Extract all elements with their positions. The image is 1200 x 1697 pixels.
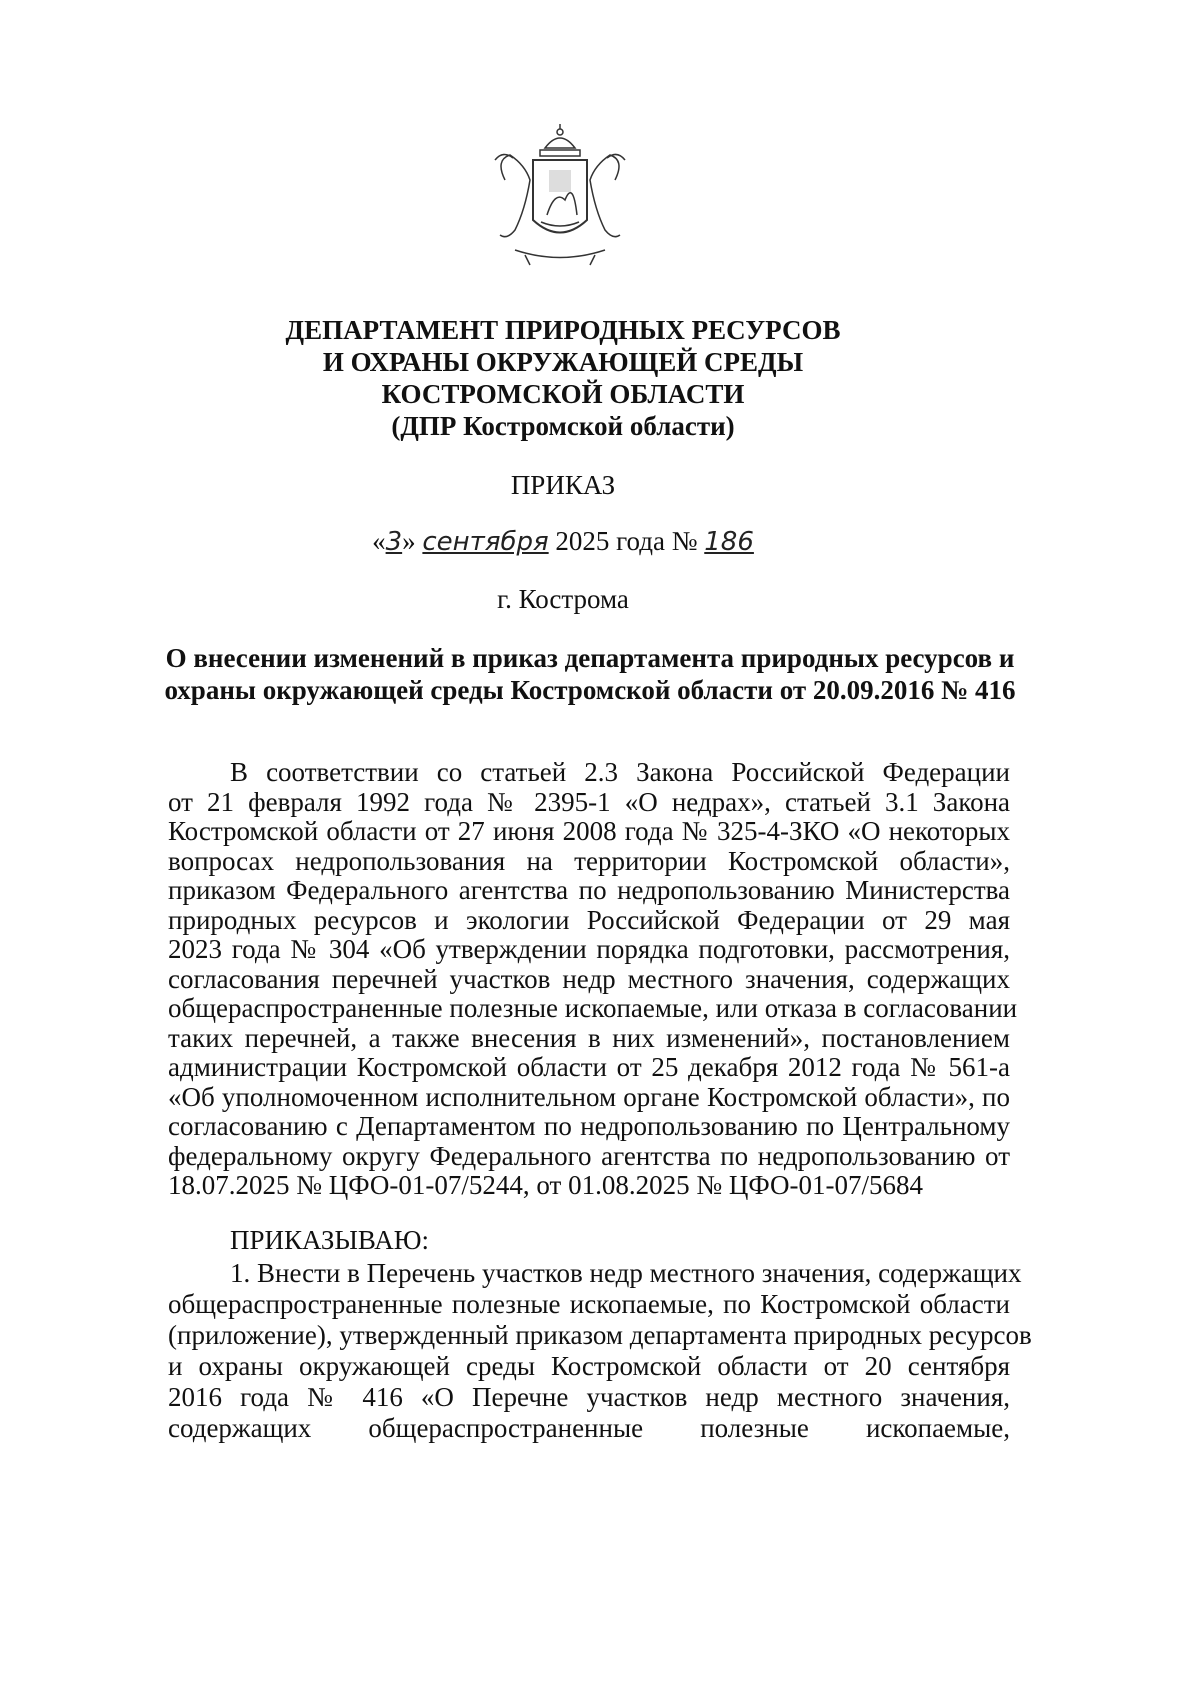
text-line: общераспространенные полезные ископаемые, или отказа в согласовании	[168, 993, 1018, 1023]
city: г. Кострома	[497, 584, 629, 614]
document-type: ПРИКАЗ	[510, 470, 616, 500]
text-line: 1. Внести в Перечень участков недр местного значения, содержащих	[230, 1258, 1022, 1288]
text-line: «Об уполномоченном исполнительном органе Костромской области», по	[168, 1081, 1010, 1112]
close-quote: »	[402, 526, 416, 556]
text-line: приказом Федерального агентства по недропользованию Министерства	[168, 875, 1010, 905]
text-line: администрации Костромской области от 25 декабря 2012 года № 561-а	[168, 1052, 1010, 1082]
header-line: ДЕПАРТАМЕНТ ПРИРОДНЫХ РЕСУРСОВ	[285, 315, 841, 345]
text-line: 2023 года № 304 «Об утверждении порядка подготовки, рассмотрения,	[168, 934, 1010, 964]
text-line: природных ресурсов и экологии Российской Федерации от 29 мая	[168, 904, 1010, 935]
text-line: вопросах недропользования на территории Костромской области»,	[168, 845, 1010, 876]
header-line: И ОХРАНЫ ОКРУЖАЮЩЕЙ СРЕДЫ	[322, 347, 804, 377]
open-quote: «	[372, 526, 386, 556]
handwritten-number: 186	[704, 527, 754, 557]
year-text: 2025 года №	[555, 526, 698, 556]
text-line: от 21 февраля 1992 года № 2395-1 «О недрах», статьей 3.1 Закона	[168, 786, 1010, 817]
text-line: общераспространенные полезные ископаемые, по Костромской области	[168, 1289, 1010, 1319]
text-line: В соответствии со статьей 2.3 Закона Российской Федерации	[230, 757, 1010, 787]
text-line: 2016 года № 416 «О Перечне участков недр местного значения,	[168, 1382, 1010, 1412]
text-line: согласованию с Департаментом по недропользованию по Центральному	[168, 1111, 1010, 1141]
text-line: федеральному округу Федерального агентства по недропользованию от	[168, 1140, 1010, 1171]
text-line: таких перечней, а также внесения в них изменений», постановлением	[168, 1022, 1010, 1053]
item-1	[168, 1258, 1032, 1444]
title-line: О внесении изменений в приказ департамента природных ресурсов и	[165, 643, 1015, 673]
handwritten-month: сентября	[422, 527, 549, 557]
header-line: (ДПР Костромской области)	[391, 411, 735, 441]
text-line: и охраны окружающей среды Костромской области от 20 сентября	[168, 1351, 1010, 1381]
text-line: согласования перечней участков недр местного значения, содержащих	[168, 963, 1010, 994]
text-line: (приложение), утвержденный приказом департамента природных ресурсов	[168, 1320, 1032, 1350]
handwritten-day: 3	[385, 527, 403, 557]
date-line	[0, 526, 1126, 557]
text-line: 18.07.2025 № ЦФО-01-07/5244, от 01.08.2025 № ЦФО-01-07/5684	[168, 1170, 923, 1200]
text-line: содержащих общераспространенные полезные ископаемые,	[168, 1413, 1010, 1443]
order-word: ПРИКАЗЫВАЮ:	[230, 1225, 429, 1255]
coat-of-arms-icon	[485, 120, 635, 270]
title-line: охраны окружающей среды Костромской области от 20.09.2016 № 416	[164, 675, 1016, 705]
text-line: Костромской области от 27 июня 2008 года № 325-4-ЗКО «О некоторых	[168, 816, 1010, 846]
preamble	[168, 757, 1018, 1201]
header-line: КОСТРОМСКОЙ ОБЛАСТИ	[381, 379, 745, 409]
